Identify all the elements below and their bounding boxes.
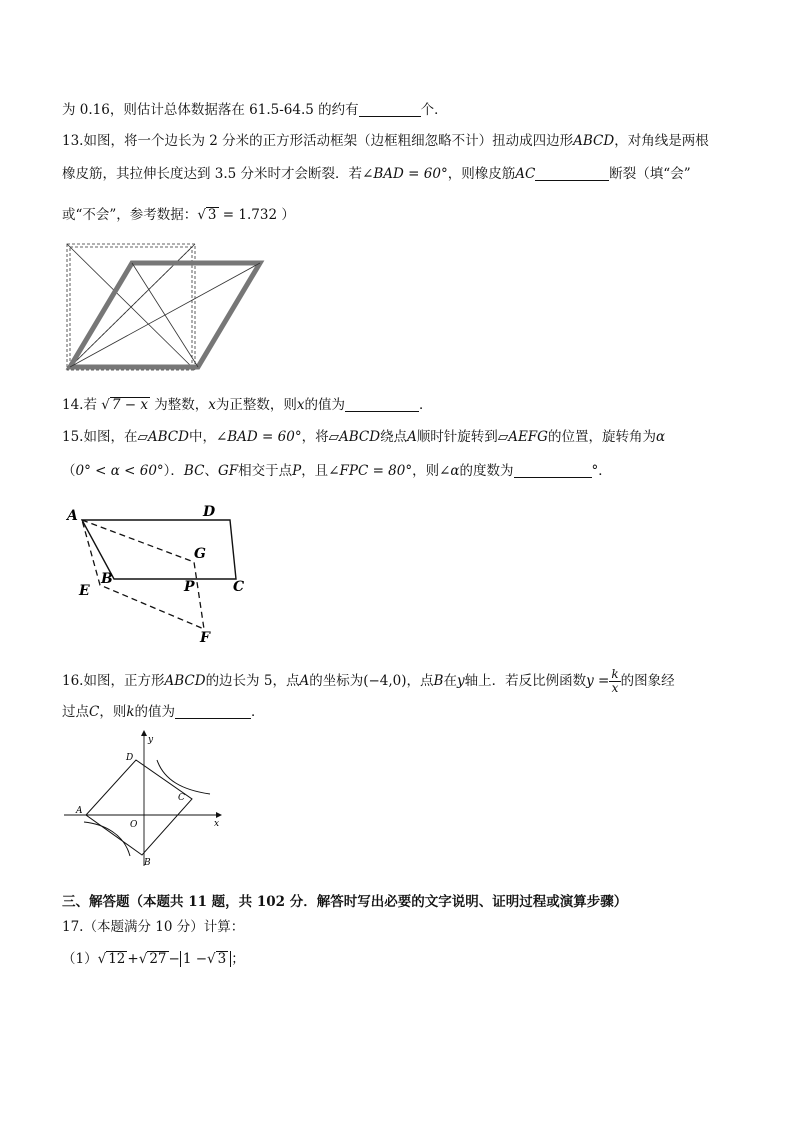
label-d: D [126,753,134,763]
q15-math: BC [183,463,205,479]
label-b: B [144,858,151,868]
q16-text: 的图象经 [620,673,675,689]
q13-line2 [62,164,691,184]
label-a: A [67,508,78,524]
answer-blank [359,102,421,117]
q16-text: 轴上．若反比例函数 [464,673,587,689]
q15-math: A [407,429,417,445]
label-y: y [148,735,154,745]
q16-line2 [62,702,265,722]
q15-math: α [655,429,666,445]
fraction-k-over-x [609,668,620,695]
label-c: C [233,579,245,595]
q16-math: A [299,673,310,689]
q15-math: GF [217,463,239,479]
q12-text-end: 个． [420,102,448,118]
q15-text: 顺时针旋转到 [416,429,498,445]
rhombus-diagonal-bd [132,263,198,367]
q16-text: ，则 [99,704,127,720]
q15-text: 中， [188,429,216,445]
q15-text: 、 [204,463,218,479]
absolute-value: 1 −√ 3 [180,951,231,967]
q16-text: 的坐标为 [309,673,364,689]
label-o: O [130,820,138,830]
sqrt-radicand: 12 [108,951,126,967]
q15-math: 0° < α < 60° [75,463,164,479]
q16-math: k [126,704,135,720]
sqrt-radicand: 3 [207,207,217,223]
q14-math: x [208,397,216,413]
q13-math: AC [515,166,536,182]
answer-blank [535,166,609,181]
q13-text: 13.如图，将一个边长为 2 分米的正方形活动框架（边框粗细忽略不计）扭动成四边形 [62,133,574,149]
q14-text: 14.若 [62,397,97,413]
q12-tail-line [62,100,448,120]
q16-text: ． [251,704,265,720]
label-b: B [101,571,113,587]
sqrt-radicand: 7 − x [111,397,148,413]
y-axis-arrow [141,730,147,736]
q15-text: ，且 [301,463,329,479]
q13-text: ，对角线是两根 [614,133,709,149]
q16-text: 的值为 [134,704,176,720]
abs-content: 1 − [182,951,208,967]
q13-figure [66,243,266,373]
q13-math: ABCD [573,133,615,149]
q15-line1 [62,427,665,447]
q16-text: ，点 [406,673,434,689]
q15-text: 的度数为 [459,463,514,479]
hyperbola-branch-3 [84,822,130,856]
q17-text: （1） [62,951,98,967]
label-f: F [200,630,210,646]
q15-text: 相交于点 [238,463,293,479]
q13-text: 橡皮筋，其拉伸长度达到 3.5 分米时才会断裂．若 [62,166,363,182]
q13-line1 [62,131,709,151]
fraction-denominator: x [611,681,619,695]
section-heading: 三、解答题（本题共 11 题，共 102 分．解答时写出必要的文字说明、证明过程或演算步骤） [62,894,628,910]
label-g: G [194,546,206,562]
answer-blank [345,397,419,412]
q13-math: ∠BAD = 60° [362,166,448,182]
q16-math: y = [586,673,610,689]
q16-math: ABCD [164,673,206,689]
q17-text: ； [231,951,245,967]
q13-line3: 或“不会”，参考数据：√ 3 = 1.732 ） [62,207,295,223]
q15-text: ）． [163,463,184,479]
q13-text: 或“不会”，参考数据： [62,207,198,223]
q15-math: ∠BAD = 60° [215,429,302,445]
answer-blank [514,463,592,478]
q15-text: ，将 [301,429,329,445]
sqrt-radicand: 3 [217,951,227,967]
q13-text: ，则橡皮筋 [447,166,516,182]
q15-text: 的位置，旋转角为 [547,429,656,445]
q16-math: C [89,704,100,720]
q15-text: （ [62,463,76,479]
q16-math: y [456,673,465,689]
q15-math: ▱AEFG [497,429,548,445]
q13-text: = 1.732 ） [218,207,295,223]
q14-math: x [296,397,305,413]
q16-line1 [62,668,675,695]
q15-math: ∠FPC = 80° [328,463,413,479]
label-x: x [214,819,220,829]
q14-text: 的值为 [304,397,346,413]
q17-part1: （1）√ 12 +√ 27 − 1 −√ 3 ； [62,951,245,967]
q15-text: ，则 [412,463,440,479]
q16-text: 16.如图，正方形 [62,673,165,689]
q17-head: 17.（本题满分 10 分）计算： [62,919,245,935]
x-axis-arrow [216,812,222,818]
sqrt-radicand: 27 [149,951,167,967]
label-d: D [203,504,216,520]
q15-math: P [292,463,302,479]
q14-text: 为整数， [154,397,209,413]
q13-text: 断裂（填“会” [609,166,691,182]
q16-text: 的边长为 5，点 [205,673,300,689]
q15-math: ∠α [439,463,460,479]
label-c: C [178,793,185,803]
q16-text: 过点 [62,704,89,720]
q14-text: 为正整数，则 [215,397,297,413]
q15-math: ▱ABCD [328,429,381,445]
q15-line2 [62,461,612,481]
q15-text: 绕点 [380,429,408,445]
square-abcd [86,760,192,855]
q16-math: (−4,0) [363,673,407,689]
answer-blank [175,704,251,719]
q12-text: 为 0.16，则估计总体数据落在 61.5-64.5 的约有 [62,102,359,118]
q14-line: 14.若 √ 7 − x 为整数，x为正整数，则x的值为 ． [62,397,433,413]
q16-math: B [433,673,444,689]
label-a: A [76,806,83,816]
operator: − [168,951,180,967]
q14-text: ． [419,397,433,413]
hyperbola-branch-1 [157,760,210,794]
q16-figure [64,730,224,870]
q15-figure [62,500,262,650]
label-p: P [184,579,195,595]
q15-text: 15.如图，在 [62,429,138,445]
operator: + [127,951,139,967]
q15-text: °． [591,463,612,479]
q15-math: ▱ABCD [137,429,189,445]
fraction-numerator: k [611,667,619,681]
q16-text: 在 [443,673,457,689]
label-e: E [79,583,90,599]
